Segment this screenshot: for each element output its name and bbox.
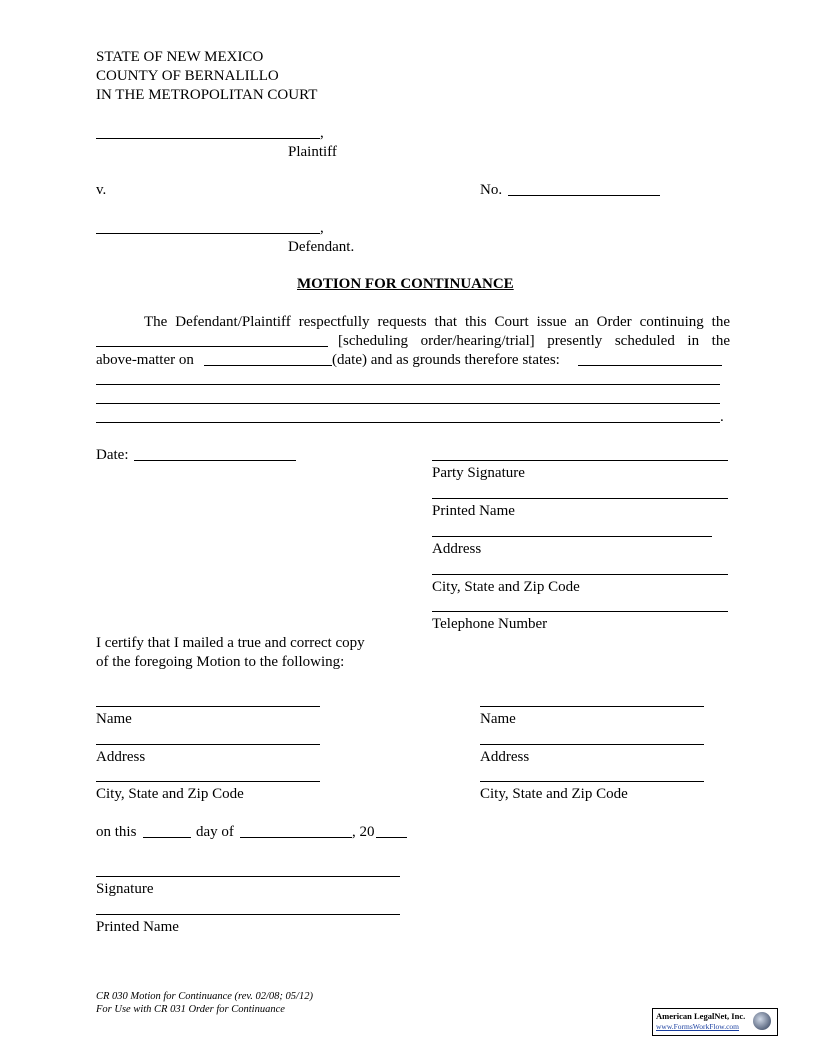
recipient-right-city-line[interactable] — [480, 781, 704, 782]
party-city-label: City, State and Zip Code — [432, 579, 580, 595]
publisher-logo[interactable] — [652, 1008, 778, 1036]
party-city-line[interactable] — [432, 574, 728, 575]
case-number-line[interactable] — [508, 195, 660, 196]
footer-related-form: For Use with CR 031 Order for Continuance — [96, 1004, 285, 1015]
publisher-url[interactable]: www.FormsWorkFlow.com — [656, 1022, 740, 1031]
party-signature-line[interactable] — [432, 460, 728, 461]
party-signature-label: Party Signature — [432, 465, 525, 481]
recipient-right-city-label: City, State and Zip Code — [480, 786, 628, 802]
party-telephone-label: Telephone Number — [432, 616, 548, 632]
plaintiff-comma: , — [320, 125, 324, 141]
body-line-3-end: (date) and as grounds therefore states: — [332, 352, 560, 368]
recipient-right-name-line[interactable] — [480, 706, 704, 707]
signature-label: Signature — [96, 881, 154, 897]
proceeding-type-line[interactable] — [96, 346, 328, 347]
mailing-day-line[interactable] — [143, 837, 191, 838]
body-line-2: [scheduling order/hearing/trial] presently scheduled in the — [338, 333, 730, 349]
recipient-left-name-line[interactable] — [96, 706, 320, 707]
grounds-period: . — [720, 409, 724, 425]
grounds-line-3[interactable] — [96, 403, 720, 404]
publisher-name: American LegalNet, Inc. — [656, 1011, 746, 1021]
date-label: Date: — [96, 447, 129, 463]
party-address-label: Address — [432, 541, 482, 557]
court-state: STATE OF NEW MEXICO — [96, 49, 264, 65]
document-title: MOTION FOR CONTINUANCE — [297, 276, 514, 292]
recipient-right-address-label: Address — [480, 749, 530, 765]
recipient-left-city-label: City, State and Zip Code — [96, 786, 244, 802]
court-county: COUNTY OF BERNALILLO — [96, 68, 279, 84]
case-number-label: No. — [480, 182, 503, 198]
printed-name-label: Printed Name — [96, 919, 179, 935]
grounds-line-1[interactable] — [578, 365, 722, 366]
mailing-month-line[interactable] — [240, 837, 352, 838]
recipient-right-address-line[interactable] — [480, 744, 704, 745]
party-printed-name-label: Printed Name — [432, 503, 515, 519]
globe-icon — [753, 1012, 771, 1030]
defendant-comma: , — [320, 220, 324, 236]
scheduled-date-line[interactable] — [204, 365, 332, 366]
footer-form-id: CR 030 Motion for Continuance (rev. 02/08; 05/12) — [96, 991, 313, 1002]
certificate-line-2: of the foregoing Motion to the following: — [96, 654, 345, 670]
recipient-left-address-line[interactable] — [96, 744, 320, 745]
mailing-year-line[interactable] — [376, 837, 407, 838]
grounds-line-4[interactable] — [96, 422, 720, 423]
body-line-3-start: above-matter on — [96, 352, 194, 368]
printed-name-line[interactable] — [96, 914, 400, 915]
recipient-left-address-label: Address — [96, 749, 146, 765]
plaintiff-name-line[interactable] — [96, 138, 320, 139]
signature-line[interactable] — [96, 876, 400, 877]
recipient-right-name-label: Name — [480, 711, 516, 727]
grounds-line-2[interactable] — [96, 384, 720, 385]
party-printed-name-line[interactable] — [432, 498, 728, 499]
defendant-label: Defendant. — [288, 239, 355, 255]
year-prefix-label: , 20 — [352, 824, 375, 840]
body-line-1: The Defendant/Plaintiff respectfully requests that this Court issue an Order continuing the — [144, 314, 730, 330]
recipient-left-city-line[interactable] — [96, 781, 320, 782]
party-telephone-line[interactable] — [432, 611, 728, 612]
party-address-line[interactable] — [432, 536, 712, 537]
date-line[interactable] — [134, 460, 296, 461]
day-of-label: day of — [196, 824, 234, 840]
on-this-label: on this — [96, 824, 137, 840]
defendant-name-line[interactable] — [96, 233, 320, 234]
plaintiff-label: Plaintiff — [288, 144, 337, 160]
court-name: IN THE METROPOLITAN COURT — [96, 87, 318, 103]
recipient-left-name-label: Name — [96, 711, 132, 727]
certificate-line-1: I certify that I mailed a true and correct copy — [96, 635, 365, 651]
versus-label: v. — [96, 182, 107, 198]
